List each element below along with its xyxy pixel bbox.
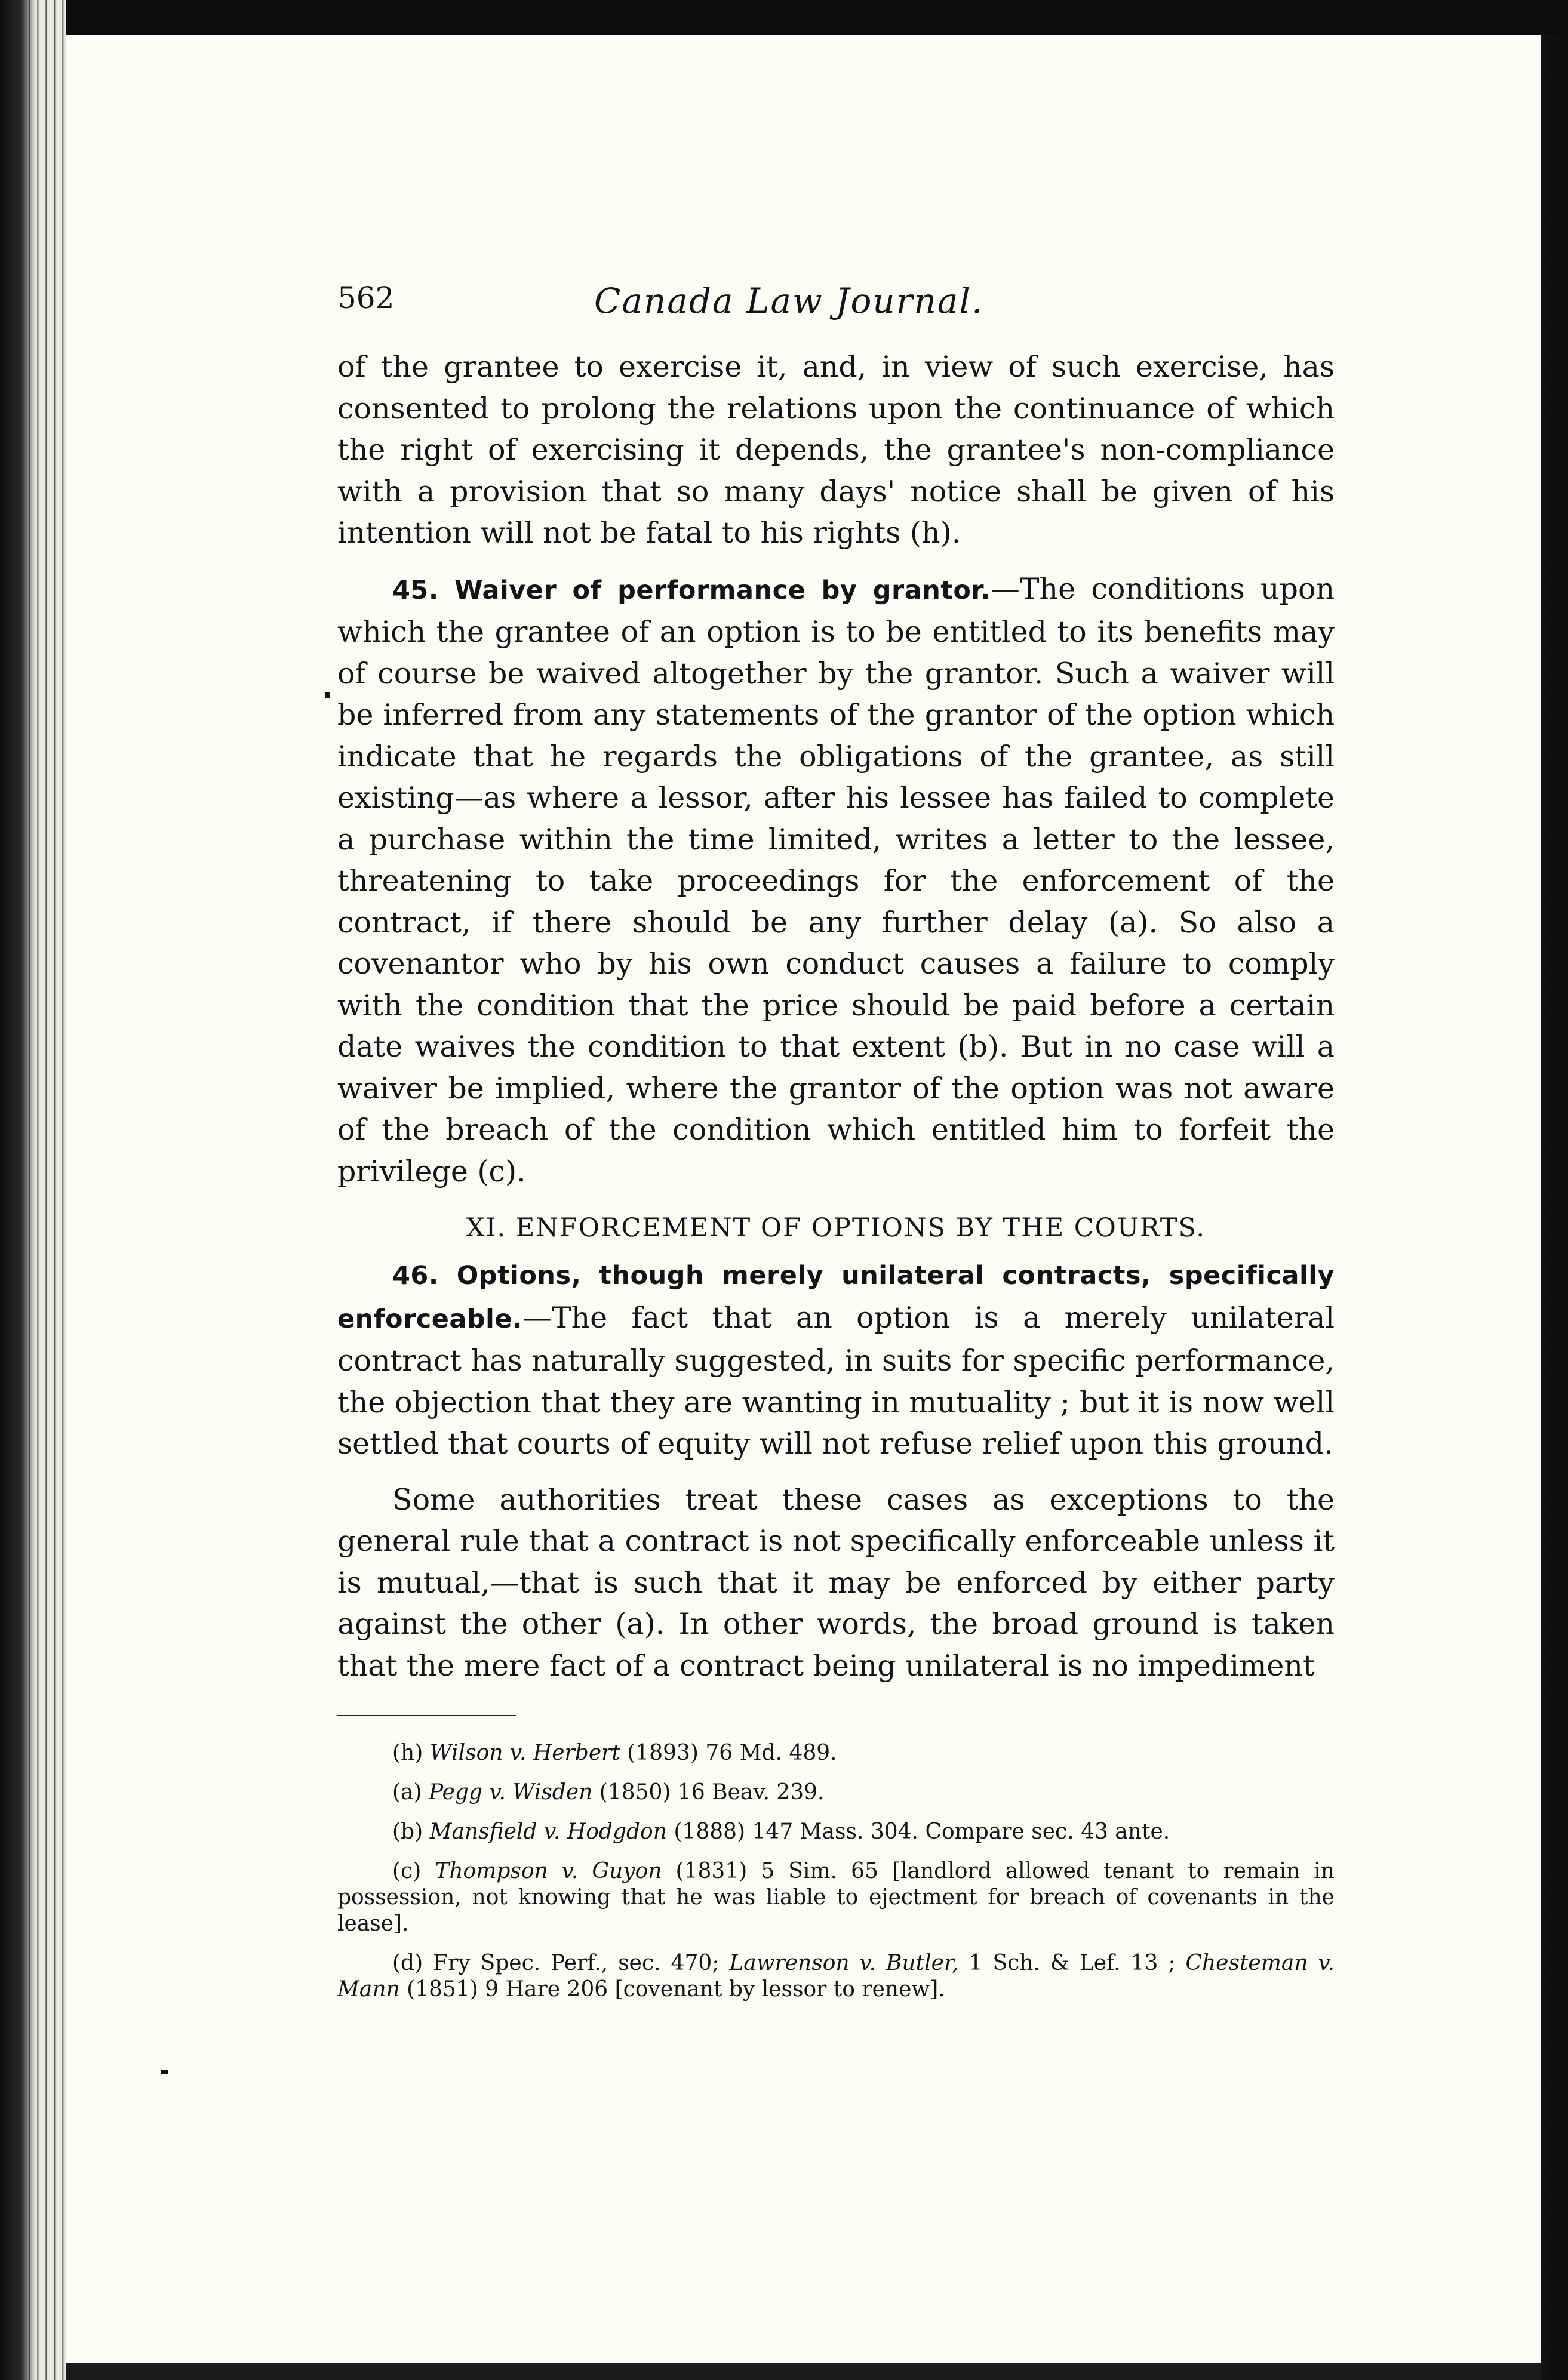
footnote-case-name: Thompson v. Guyon — [435, 1859, 662, 1883]
footnote-text: Fry Spec. Perf., sec. 470; — [433, 1951, 730, 1975]
footnote-marker: (b) — [392, 1819, 423, 1844]
footnote-case-name: Lawrenson v. Butler, — [729, 1951, 959, 1975]
page-content — [337, 281, 1335, 2016]
scan-left-shadow — [0, 0, 36, 2380]
footnote-marker: (h) — [392, 1741, 423, 1765]
running-header — [337, 281, 1335, 328]
scan-right-border — [1541, 0, 1568, 2380]
journal-title: Canada Law Journal. — [594, 281, 984, 321]
footnote-c — [337, 1858, 1335, 1937]
footnote-citation: (1888) 147 Mass. 304. Compare sec. 43 ante. — [674, 1819, 1170, 1844]
footnote-a — [337, 1779, 1335, 1806]
footnote-citation: (1831) 5 Sim. 65 [landlord allowed tenant to remain in possession, not knowing that he was liable to ejectment for breach of covenants in the lease]. — [337, 1859, 1335, 1936]
footnote-marker: (a) — [392, 1780, 422, 1805]
footnote-text: 1 Sch. & Lef. 13 ; — [958, 1951, 1186, 1975]
section-45-text: —The conditions upon which the grantee of an option is to be entitled to its benefits may of course be waived altogether by the grantor. Such a waiver will be inferred from any statements of the grantor of the option which indicate that he regards the obligations of the grantee, as still existing—as where a lessor, after his lessee has failed to complete a purchase within the time limited, writes a letter to the lessee, threatening to take proceedings for the enforcement of the contract, if there should be any further delay (a). So also a covenantor who by his own conduct causes a failure to comply with the condition that the price should be paid before a certain date waives the condition to that extent (b). But in no case will a waiver be implied, where the grantor of the option was not aware of the breach of the condition which entitled him to forfeit the privilege (c). — [337, 571, 1335, 1189]
footnote-b — [337, 1819, 1335, 1845]
section-45-paragraph — [337, 568, 1335, 1193]
footnote-case-name: Mansfield v. Hodgdon — [429, 1819, 667, 1844]
footnote-marker: (c) — [392, 1859, 422, 1883]
section-45-number: 45. — [392, 575, 439, 605]
footnote-case-name: Chesteman v. Mann — [337, 1951, 1335, 2002]
scan-top-border — [0, 0, 1568, 35]
footnote-citation: (1850) 16 Beav. 239. — [599, 1780, 825, 1805]
body-paragraph: of the grantee to exercise it, and, in view of such exercise, has consented to prolong the relations upon the continuance of which the right of exercising it depends, the grantee's non-compliance with a provision that so many days' notice shall be given of his intention will not be fatal to his rights (h). — [337, 350, 1335, 550]
section-45-heading: Waiver of performance by grantor. — [454, 575, 991, 605]
section-46-heading: Options, though merely unilateral contracts, specifically enforceable. — [337, 1261, 1335, 1334]
section-46-paragraph — [337, 1254, 1335, 1465]
chapter-heading: XI. ENFORCEMENT OF OPTIONS BY THE COURTS. — [466, 1213, 1206, 1243]
section-46-number: 46. — [392, 1261, 439, 1291]
margin-mark — [161, 2070, 168, 2074]
body-paragraph-last: Some authorities treat these cases as exceptions to the general rule that a contract is not specifically enforceable unless it is mutual,—that is such that it may be enforced by either party against the other (a). In other words, the broad ground is taken that the mere fact of a contract being unilateral is no impediment — [337, 1482, 1335, 1683]
section-46-text: —The fact that an option is a merely unilateral contract has naturally suggested, in suits for specific performance, the objection that they are wanting in mutuality ; but it is now well settled that courts of equity will not refuse relief upon this ground. — [337, 1300, 1335, 1461]
margin-mark — [325, 692, 330, 698]
footnote-marker: (d) — [392, 1951, 423, 1975]
footnote-citation: (1851) 9 Hare 206 [covenant by lessor to renew]. — [399, 1977, 945, 2002]
footnote-d — [337, 1950, 1335, 2003]
footnote-citation: (1893) 76 Md. 489. — [627, 1741, 837, 1765]
footnote-case-name: Wilson v. Herbert — [429, 1741, 620, 1765]
footnote-case-name: Pegg v. Wisden — [429, 1780, 593, 1805]
footnote-h — [337, 1740, 1335, 1766]
footnote-divider — [337, 1715, 516, 1716]
page-number: 562 — [337, 281, 395, 315]
